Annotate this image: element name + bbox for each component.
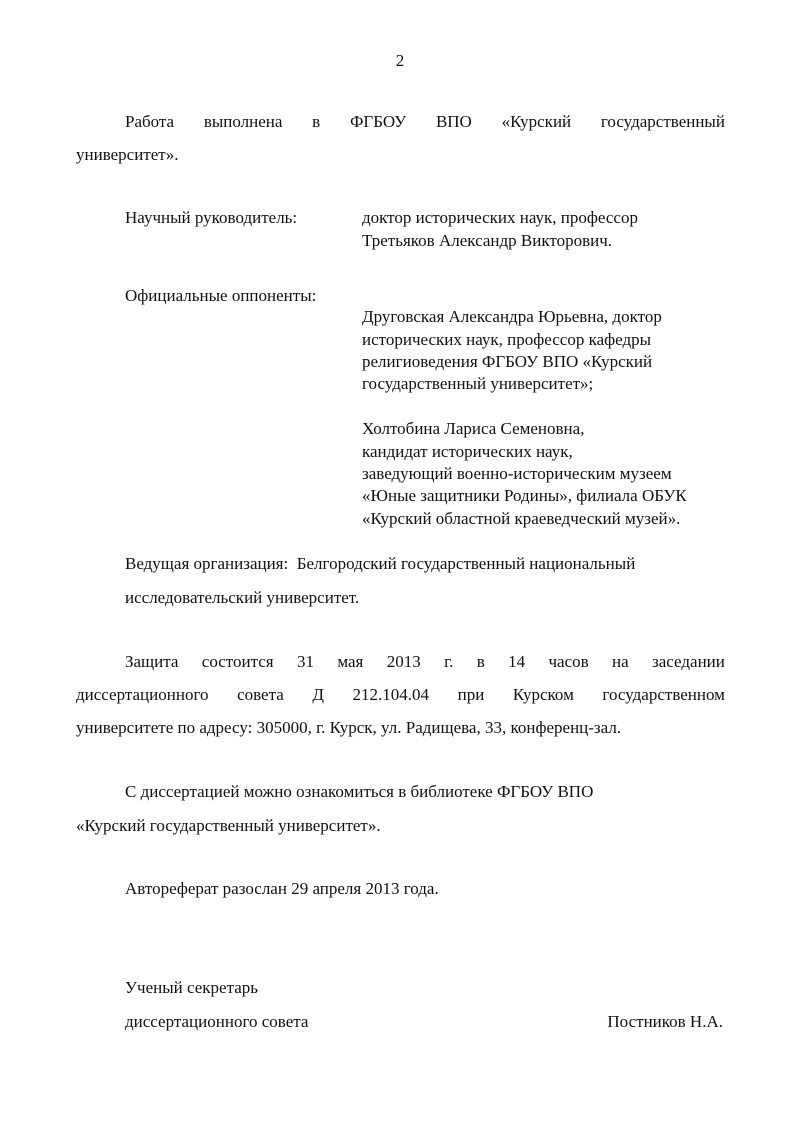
- word: 14: [508, 652, 526, 671]
- leading-org-line-1: Ведущая организация: Белгородский государственный национальный: [125, 554, 636, 573]
- leading-org-line-2: исследовательский университет.: [125, 588, 360, 607]
- word: в: [476, 652, 485, 671]
- word: «Курский: [501, 112, 572, 131]
- word: Д: [312, 685, 324, 704]
- word: часов: [548, 652, 589, 671]
- supervisor-label: Научный руководитель:: [125, 208, 298, 227]
- opponent-2-line-2: кандидат исторических наук,: [362, 442, 573, 461]
- opponents-label: Официальные оппоненты:: [125, 286, 317, 305]
- word: мая: [337, 652, 364, 671]
- opponent-1-line-3: религиоведения ФГБОУ ВПО «Курский: [362, 352, 653, 371]
- secretary-title-line-1: Ученый секретарь: [125, 978, 259, 997]
- word: на: [612, 652, 629, 671]
- opponent-2-line-5: «Курский областной краеведческий музей».: [362, 509, 681, 528]
- word: 212.104.04: [352, 685, 430, 704]
- work-done-line-2: университет».: [76, 145, 179, 164]
- opponent-2-line-1: Холтобина Лариса Семеновна,: [362, 419, 585, 438]
- word: ВПО: [435, 112, 472, 131]
- opponent-1-line-1: Друговская Александра Юрьевна, доктор: [362, 307, 662, 326]
- supervisor-line-2: Третьяков Александр Викторович.: [362, 231, 612, 250]
- word: Защита: [125, 652, 179, 671]
- library-line-1: С диссертацией можно ознакомиться в библиотеке ФГБОУ ВПО: [125, 782, 594, 801]
- work-done-line-1: [125, 111, 725, 133]
- secretary-name: Постников Н.А.: [607, 1012, 723, 1031]
- secretary-title-line-2: диссертационного совета: [125, 1012, 309, 1031]
- word: Курском: [512, 685, 574, 704]
- page-number: 2: [395, 51, 405, 70]
- word: 31: [296, 652, 314, 671]
- word: выполнена: [203, 112, 283, 131]
- word: г.: [444, 652, 454, 671]
- abstract-sent: Автореферат разослан 29 апреля 2013 года.: [125, 879, 439, 898]
- supervisor-line-1: доктор исторических наук, профессор: [362, 208, 638, 227]
- library-line-2: «Курский государственный университет».: [76, 816, 381, 835]
- word: государственном: [602, 685, 725, 704]
- word: совета: [237, 685, 284, 704]
- word: государственный: [600, 112, 725, 131]
- word: состоится: [201, 652, 274, 671]
- word: ФГБОУ: [349, 112, 407, 131]
- opponent-2-line-3: заведующий военно-историческим музеем: [362, 464, 672, 483]
- opponent-1-line-4: государственный университет»;: [362, 374, 594, 393]
- word: при: [457, 685, 485, 704]
- defense-line-3: университете по адресу: 305000, г. Курск, ул. Радищева, 33, конференц-зал.: [76, 718, 622, 737]
- word: в: [312, 112, 321, 131]
- word: диссертационного: [76, 685, 209, 704]
- defense-line-2: [76, 684, 725, 706]
- word: 2013: [386, 652, 421, 671]
- word: Работа: [125, 112, 175, 131]
- defense-line-1: [125, 651, 725, 673]
- opponent-1-line-2: исторических наук, профессор кафедры: [362, 330, 652, 349]
- opponent-2-line-4: «Юные защитники Родины», филиала ОБУК: [362, 486, 687, 505]
- word: заседании: [652, 652, 725, 671]
